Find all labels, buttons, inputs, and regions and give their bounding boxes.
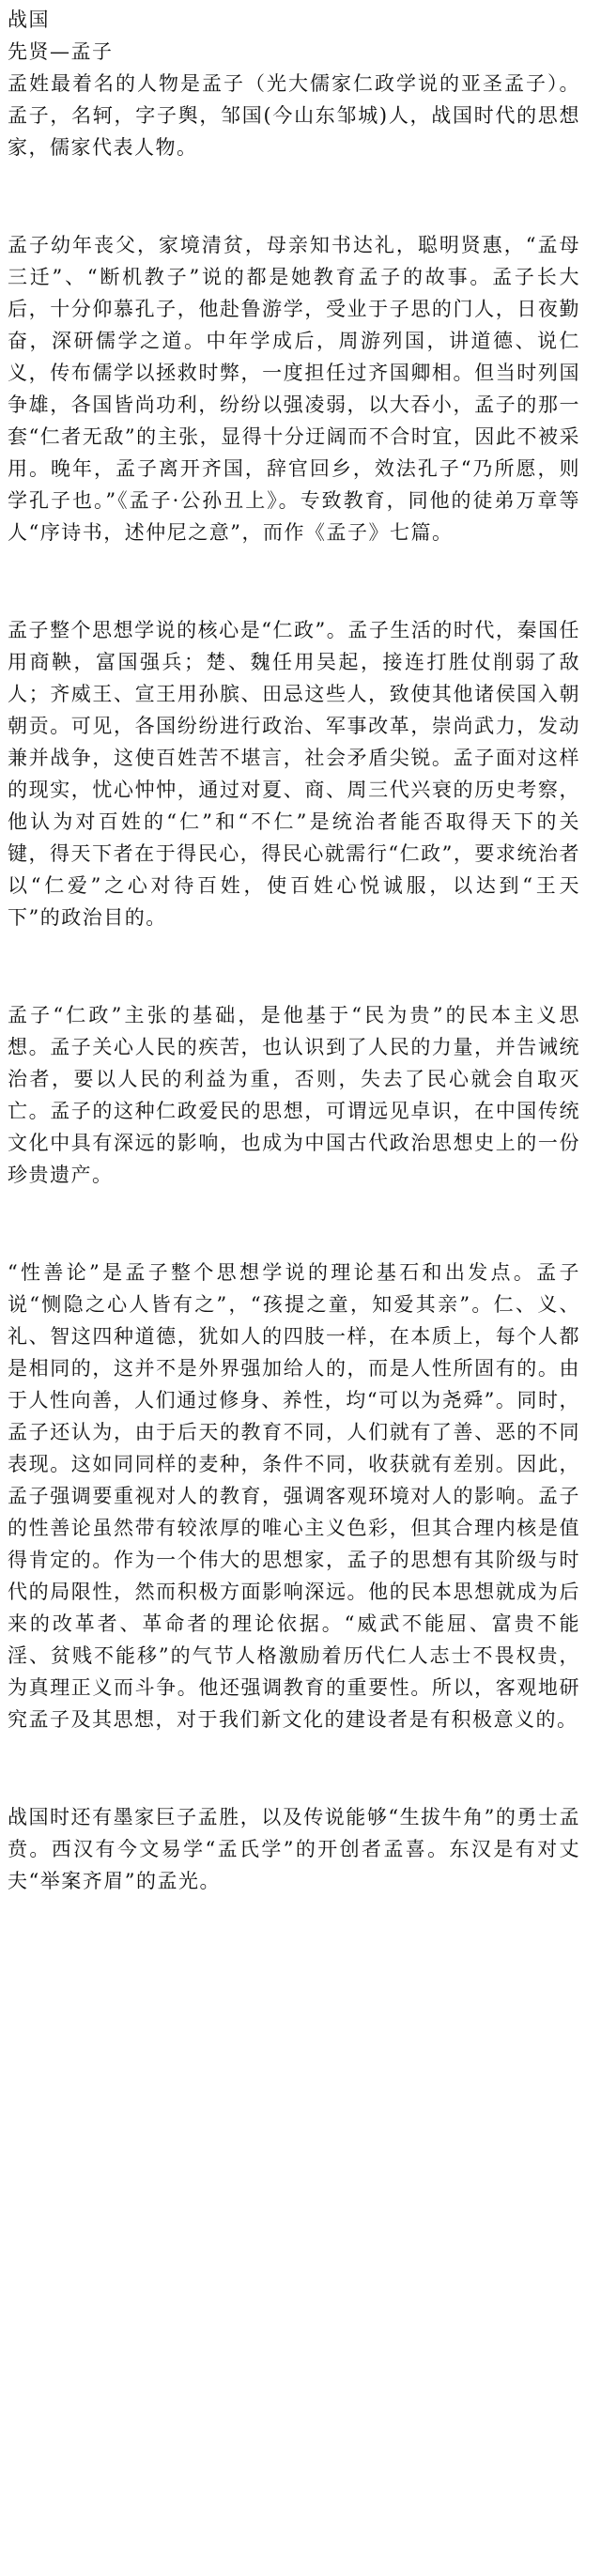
paragraph-other-meng-figures: 战国时还有墨家巨子孟胜，以及传说能够“生拔牛角”的勇士孟贲。西汉有今文易学“孟氏学”的开创者孟喜。东汉是有对丈夫“举案齐眉”的孟光。 xyxy=(8,1806,580,1892)
paragraph-childhood-and-career: 孟子幼年丧父，家境清贫，母亲知书达礼，聪明贤惠，“孟母三迁”、“断机教子”说的都是她教育孟子的故事。孟子长大后，十分仰慕孔子，他赴鲁游学，受业于子思的门人，日夜勤奋，深研儒学之道。中年学成后，周游列国，讲道德、说仁义，传布儒学以拯救时弊，一度担任过齐国卿相。但当时列国争雄，各国皆尚功利，纷纷以强凌弱，以大吞小，孟子的那一套“仁者无敌”的主张，显得十分迂阔而不合时宜，因此不被采用。晚年，孟子离开齐国，辞官回乡，效法孔子“乃所愿，则学孔子也。”《孟子·公孙丑上》。专致教育，同他的徒弟万章等人“序诗书，述仲尼之意”，而作《孟子》七篇。 xyxy=(8,234,580,544)
paragraph-human-nature-goodness: “性善论”是孟子整个思想学说的理论基石和出发点。孟子说“恻隐之心人皆有之”，“孩提之童，知爱其亲”。仁、义、礼、智这四种道德，犹如人的四肢一样，在本质上，每个人都是相同的，这并不是外界强加给人的，而是人性所固有的。由于人性向善，人们通过修身、养性，均“可以为尧舜”。同时，孟子还认为，由于后天的教育不同，人们就有了善、恶的不同表现。这如同同样的麦种，条件不同，收获就有差别。因此，孟子强调要重视对人的教育，强调客观环境对人的影响。孟子的性善论虽然带有较浓厚的唯心主义色彩，但其合理内核是值得肯定的。作为一个伟大的思想家，孟子的思想有其阶级与时代的局限性，然而积极方面影响深远。他的民本思想就成为后来的改革者、革命者的理论依据。“威武不能屈、富贵不能淫、贫贱不能移”的气节人格激励着历代仁人志士不畏权贵，为真理正义而斗争。他还强调教育的重要性。所以，客观地研究孟子及其思想，对于我们新文化的建设者是有积极意义的。 xyxy=(8,1261,580,1731)
paragraph-benevolent-government: 孟子整个思想学说的核心是“仁政”。孟子生活的时代，秦国任用商鞅，富国强兵；楚、魏任用吴起，接连打胜仗削弱了敌人；齐威王、宣王用孙膑、田忌这些人，致使其他诸侯国入朝朝贡。可见，各国纷纷进行政治、军事改革，崇尚武力，发动兼并战争，这使百姓苦不堪言，社会矛盾尖锐。孟子面对这样的现实，忧心忡忡，通过对夏、商、周三代兴衰的历史考察，他认为对百姓的“仁”和“不仁”是统治者能否取得天下的关键，得天下者在于得民心，得民心就需行“仁政”，要求统治者以“仁爱”之心对待百姓，使百姓心悦诚服，以达到“王天下”的政治目的。 xyxy=(8,619,580,929)
paragraph-people-first-thought: 孟子“仁政”主张的基础，是他基于“民为贵”的民本主义思想。孟子关心人民的疾苦，也认识到了人民的力量，并告诫统治者，要以人民的利益为重，否则，失去了民心就会自取灭亡。孟子的这种仁政爱民的思想，可谓远见卓识，在中国传统文化中具有深远的影响，也成为中国古代政治思想史上的一份珍贵遗产。 xyxy=(8,1004,580,1186)
intro-paragraph: 孟姓最着名的人物是孟子（光大儒家仁政学说的亚圣孟子）。孟子，名轲，字子舆，邹国(今山东邹城)人，战国时代的思想家，儒家代表人物。 xyxy=(8,72,580,159)
doc-subtitle: 先贤—孟子 xyxy=(8,40,114,63)
doc-title: 战国 xyxy=(8,8,50,31)
